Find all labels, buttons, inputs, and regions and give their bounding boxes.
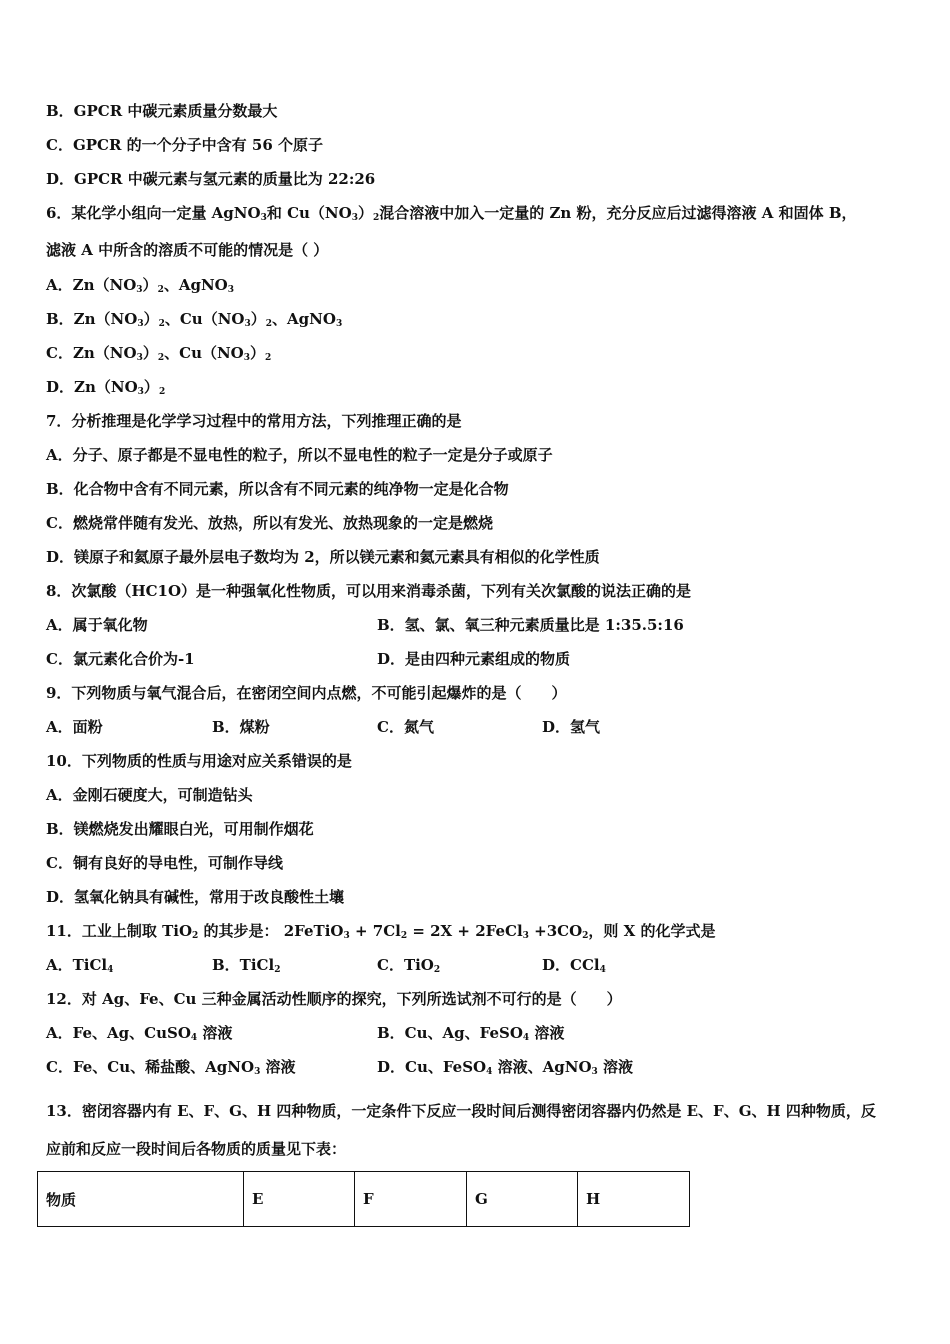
q9-option-d: D．氢气 bbox=[542, 718, 601, 736]
q7-stem: 7．分析推理是化学学习过程中的常用方法，下列推理正确的是 bbox=[46, 412, 462, 430]
q9-option-b: B．煤粉 bbox=[212, 718, 270, 736]
q6-stem-line2: 滤液 A 中所含的溶质不可能的情况是（ ） bbox=[46, 241, 329, 259]
q8-option-b: B．氢、氯、氧三种元素质量比是 1:35.5:16 bbox=[377, 616, 684, 634]
q10-option-d: D．氢氧化钠具有碱性，常用于改良酸性土壤 bbox=[46, 888, 345, 906]
q12-option-a: A．Fe、Ag、CuSO$_4$ 溶液 bbox=[46, 1024, 233, 1043]
q9-option-a: A．面粉 bbox=[46, 718, 103, 736]
q9-stem: 9．下列物质与氧气混合后，在密闭空间内点燃，不可能引起爆炸的是（ ） bbox=[46, 684, 567, 702]
table-header-cell: F bbox=[355, 1172, 467, 1227]
q10-stem: 10．下列物质的性质与用途对应关系错误的是 bbox=[46, 752, 352, 770]
q5-option-c: C．GPCR 的一个分子中含有 56 个原子 bbox=[46, 136, 323, 154]
q10-option-b: B．镁燃烧发出耀眼白光，可用制作烟花 bbox=[46, 820, 314, 838]
q11-option-c: C．TiO$_2$ bbox=[377, 956, 441, 975]
q6-stem-line1: 6．某化学小组向一定量 AgNO$_3$和 $Cu(NO_3)_2$混合溶液中加入一定量的 Zn 粉，充分反应后过滤得溶液 A 和固体 B， bbox=[46, 204, 857, 223]
q12-stem: 12．对 Ag、Fe、Cu 三种金属活动性顺序的探究，下列所选试剂不可行的是（ ） bbox=[46, 990, 622, 1008]
q7-option-b: B．化合物中含有不同元素，所以含有不同元素的纯净物一定是化合物 bbox=[46, 480, 509, 498]
q13-stem-line1: 13．密闭容器内有 E、F、G、H 四种物质，一定条件下反应一段时间后测得密闭容器内仍然是 E、F、G、H 四种物质，反 bbox=[46, 1102, 876, 1120]
q8-stem: 8．次氯酸（HC1O）是一种强氧化性物质，可以用来消毒杀菌，下列有关次氯酸的说法正确的是 bbox=[46, 582, 692, 600]
q11-stem: 11．工业上制取 TiO$_2$ 的其步是： 2FeTiO$_3$ + $7Cl_2 = 2X$ + 2FeCl$_3$ $+3CO_2$，则 X 的化学式是 bbox=[46, 922, 716, 941]
table-header-cell: H bbox=[578, 1172, 690, 1227]
q11-option-a: A．TiCl$_4$ bbox=[46, 956, 114, 975]
q8-option-a: A．属于氧化物 bbox=[46, 616, 148, 634]
q5-option-d: D．GPCR 中碳元素与氢元素的质量比为 22:26 bbox=[46, 170, 376, 188]
q12-option-b: B．Cu、Ag、FeSO$_4$ 溶液 bbox=[377, 1024, 565, 1043]
q5-option-b: B．GPCR 中碳元素质量分数最大 bbox=[46, 102, 278, 120]
q12-option-c: C．Fe、Cu、稀盐酸、AgNO$_3$ 溶液 bbox=[46, 1058, 296, 1077]
q10-option-a: A．金刚石硬度大，可制造钻头 bbox=[46, 786, 253, 804]
q6-option-b: B．$Zn(NO_3)_2$、$Cu(NO_3)_2$、AgNO$_3$ bbox=[46, 310, 343, 329]
q10-option-c: C．铜有良好的导电性，可制作导线 bbox=[46, 854, 283, 872]
q12-option-d: D．Cu、FeSO$_4$ 溶液、AgNO$_3$ 溶液 bbox=[377, 1058, 634, 1077]
q13-mass-table bbox=[37, 1171, 690, 1227]
q6-option-c: C．$Zn(NO_3)_2$、$Cu(NO_3)_2$ bbox=[46, 344, 272, 363]
q6-option-d: D．$Zn(NO_3)_2$ bbox=[46, 378, 166, 397]
q6-option-a: A．$Zn(NO_3)_2$、AgNO$_3$ bbox=[46, 276, 234, 295]
q8-option-d: D．是由四种元素组成的物质 bbox=[377, 650, 571, 668]
q9-option-c: C．氮气 bbox=[377, 718, 434, 736]
q13-stem-line2: 应前和反应一段时间后各物质的质量见下表： bbox=[46, 1140, 347, 1158]
table-header-cell: 物质 bbox=[38, 1172, 244, 1227]
table-header-cell: G bbox=[467, 1172, 578, 1227]
q7-option-a: A．分子、原子都是不显电性的粒子，所以不显电性的粒子一定是分子或原子 bbox=[46, 446, 553, 464]
q7-option-c: C．燃烧常伴随有发光、放热，所以有发光、放热现象的一定是燃烧 bbox=[46, 514, 493, 532]
table-row bbox=[38, 1172, 690, 1227]
q11-option-d: D．CCl$_4$ bbox=[542, 956, 606, 975]
table-header-cell: E bbox=[244, 1172, 355, 1227]
q11-option-b: B．TiCl$_2$ bbox=[212, 956, 281, 975]
q8-option-c: C．氯元素化合价为-1 bbox=[46, 650, 195, 668]
q7-option-d: D．镁原子和氦原子最外层电子数均为 2，所以镁元素和氦元素具有相似的化学性质 bbox=[46, 548, 600, 566]
